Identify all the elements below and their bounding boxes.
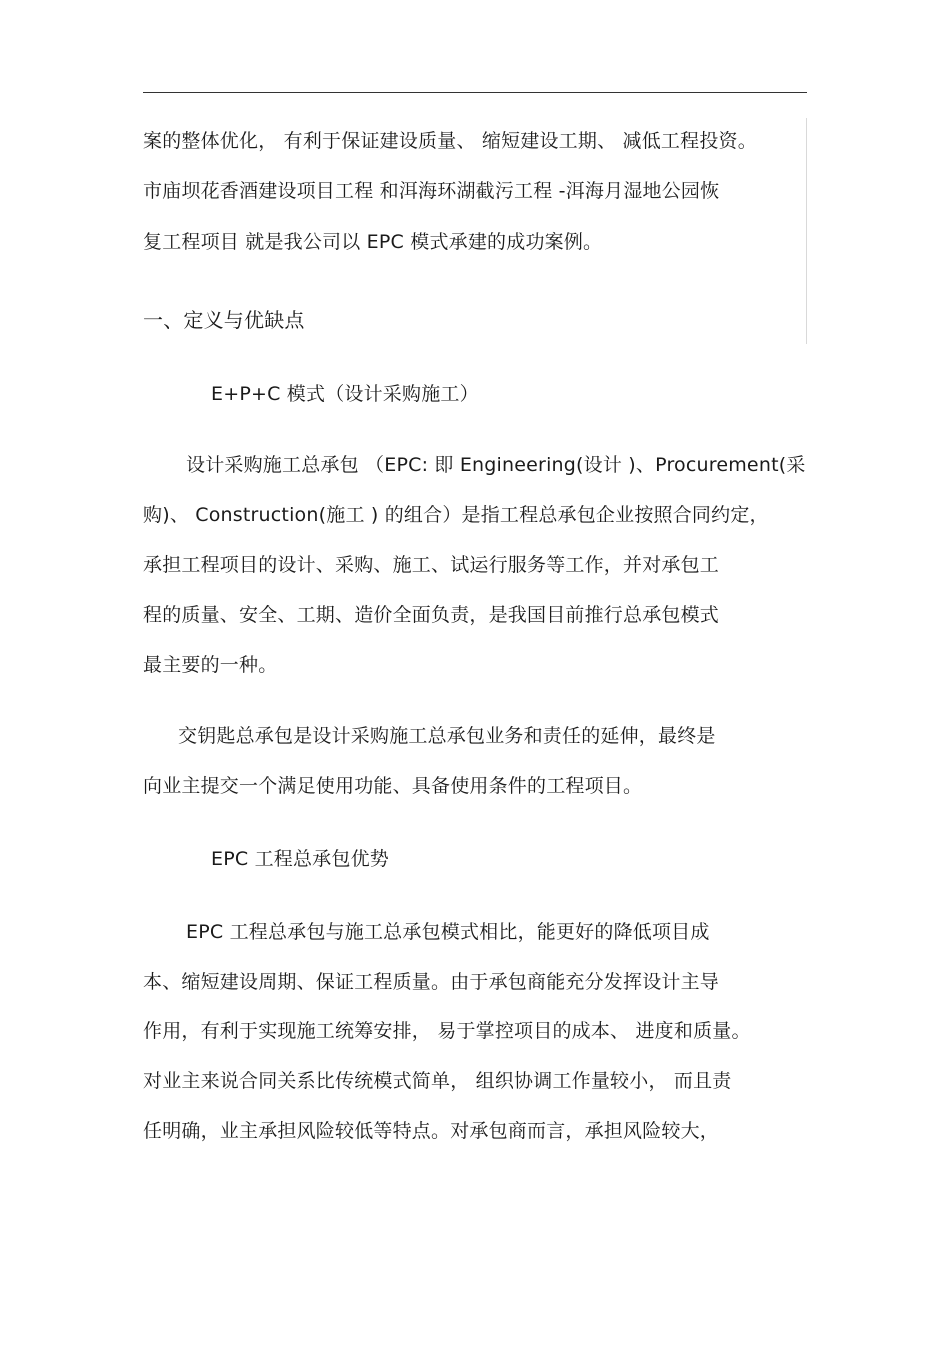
turnkey-line-1: 交钥匙总承包是设计采购施工总承包业务和责任的延伸，最终是 bbox=[178, 725, 716, 747]
advantages-line-3: 作用，有利于实现施工统筹安排， 易于掌控项目的成本、 进度和质量。 bbox=[143, 1020, 751, 1042]
advantages-line-1: EPC 工程总承包与施工总承包模式相比，能更好的降低项目成 bbox=[186, 921, 710, 943]
intro-line-2: 市庙坝花香酒建设项目工程 和洱海环湖截污工程 -洱海月湿地公园恢 bbox=[143, 180, 720, 202]
definition-line-5: 最主要的一种。 bbox=[143, 654, 278, 676]
definition-line-3: 承担工程项目的设计、采购、施工、试运行服务等工作，并对承包工 bbox=[143, 554, 720, 576]
definition-line-4: 程的质量、安全、工期、造价全面负责，是我国目前推行总承包模式 bbox=[143, 604, 720, 626]
advantages-line-4: 对业主来说合同关系比传统模式简单， 组织协调工作量较小， 而且责 bbox=[143, 1070, 732, 1092]
turnkey-line-2: 向业主提交一个满足使用功能、具备使用条件的工程项目。 bbox=[143, 775, 643, 797]
intro-line-1: 案的整体优化， 有利于保证建设质量、 缩短建设工期、 减低工程投资。 bbox=[143, 130, 757, 152]
subheading-epc-mode: E+P+C 模式（设计采购施工） bbox=[211, 383, 479, 405]
intro-line-3: 复工程项目 就是我公司以 EPC 模式承建的成功案例。 bbox=[143, 231, 603, 253]
header-rule bbox=[143, 92, 807, 93]
definition-line-1: 设计采购施工总承包 （EPC: 即 Engineering(设计 )、Procurement(采 bbox=[186, 454, 806, 476]
definition-line-2: 购)、 Construction(施工 ) 的组合）是指工程总承包企业按照合同约定， bbox=[143, 504, 769, 526]
side-rule bbox=[806, 118, 807, 344]
subheading-advantages: EPC 工程总承包优势 bbox=[211, 848, 389, 870]
advantages-line-2: 本、缩短建设周期、保证工程质量。由于承包商能充分发挥设计主导 bbox=[143, 971, 720, 993]
section-heading: 一、定义与优缺点 bbox=[143, 308, 305, 332]
advantages-line-5: 任明确，业主承担风险较低等特点。对承包商而言，承担风险较大， bbox=[143, 1120, 720, 1142]
